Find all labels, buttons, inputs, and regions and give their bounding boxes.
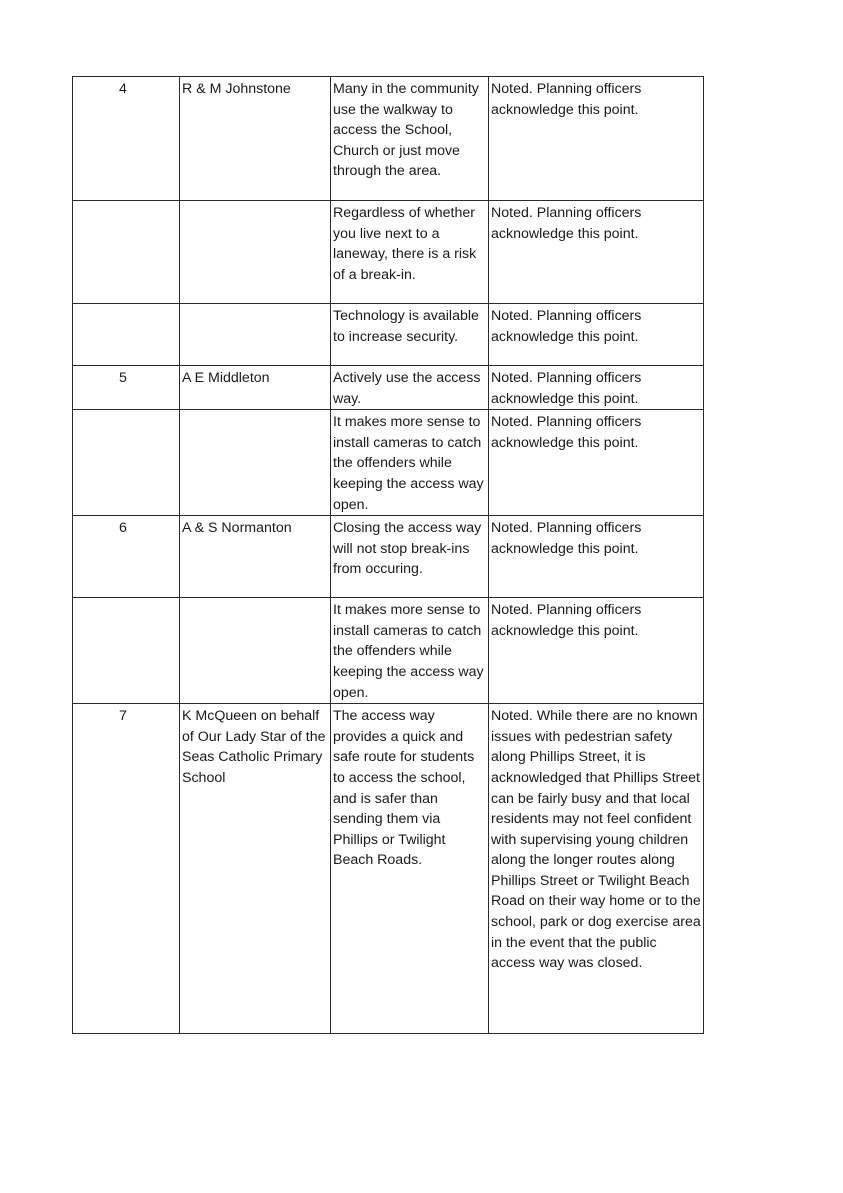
submitter-name [180,304,331,366]
officer-response: Noted. Planning officers acknowledge this point. [489,516,704,598]
submission-number-cell [73,704,180,1034]
submission-comment: Regardless of whether you live next to a laneway, there is a risk of a break-in. [331,201,489,304]
officer-response: Noted. While there are no known issues with pedestrian safety along Phillips Street, it is acknowledged that Phillips Street can be fairly busy and that local residents may not feel confident with supervising young children along the longer routes along Phillips Street or Twilight Beach Road on their way home or to the school, park or dog exercise area in the event that the public access way was closed. [489,704,704,1034]
officer-response: Noted. Planning officers acknowledge this point. [489,304,704,366]
table-row [73,410,704,516]
submission-comment: It makes more sense to install cameras to catch the offenders while keeping the access way open. [331,598,489,704]
submission-number: 7 [119,708,127,725]
officer-response: Noted. Planning officers acknowledge this point. [489,410,704,516]
submitter-name [180,410,331,516]
submission-comment: The access way provides a quick and safe route for students to access the school, and is safer than sending them via Phillips or Twilight Beach Roads. [331,704,489,1034]
submission-number-cell [73,201,180,304]
officer-response: Noted. Planning officers acknowledge this point. [489,366,704,410]
table-row [73,201,704,304]
submission-comment: Technology is available to increase security. [331,304,489,366]
submission-number-cell [73,598,180,704]
submitter-name: A & S Normanton [180,516,331,598]
submitter-name: R & M Johnstone [180,77,331,201]
submitter-name: A E Middleton [180,366,331,410]
submitter-name [180,201,331,304]
submission-number: 5 [119,370,127,386]
submissions-table [72,76,704,1034]
table-row [73,704,704,1034]
submission-comment: It makes more sense to install cameras to catch the offenders while keeping the access way open. [331,410,489,516]
submitter-name [180,598,331,704]
submission-number-cell [73,366,180,410]
submission-number-cell [73,410,180,516]
table-row [73,598,704,704]
officer-response: Noted. Planning officers acknowledge this point. [489,77,704,201]
table-row [73,366,704,410]
table-row [73,516,704,598]
table-row [73,304,704,366]
submission-comment: Closing the access way will not stop break-ins from occuring. [331,516,489,598]
submission-comment: Actively use the access way. [331,366,489,410]
officer-response: Noted. Planning officers acknowledge this point. [489,598,704,704]
table-row [73,77,704,201]
submission-number-cell [73,304,180,366]
submitter-name: K McQueen on behalf of Our Lady Star of the Seas Catholic Primary School [180,704,331,1034]
submission-number: 4 [119,81,127,97]
submission-number-cell [73,516,180,598]
submission-number: 6 [119,520,127,537]
officer-response: Noted. Planning officers acknowledge this point. [489,201,704,304]
submission-comment: Many in the community use the walkway to access the School, Church or just move through the area. [331,77,489,201]
submission-number-cell [73,77,180,201]
